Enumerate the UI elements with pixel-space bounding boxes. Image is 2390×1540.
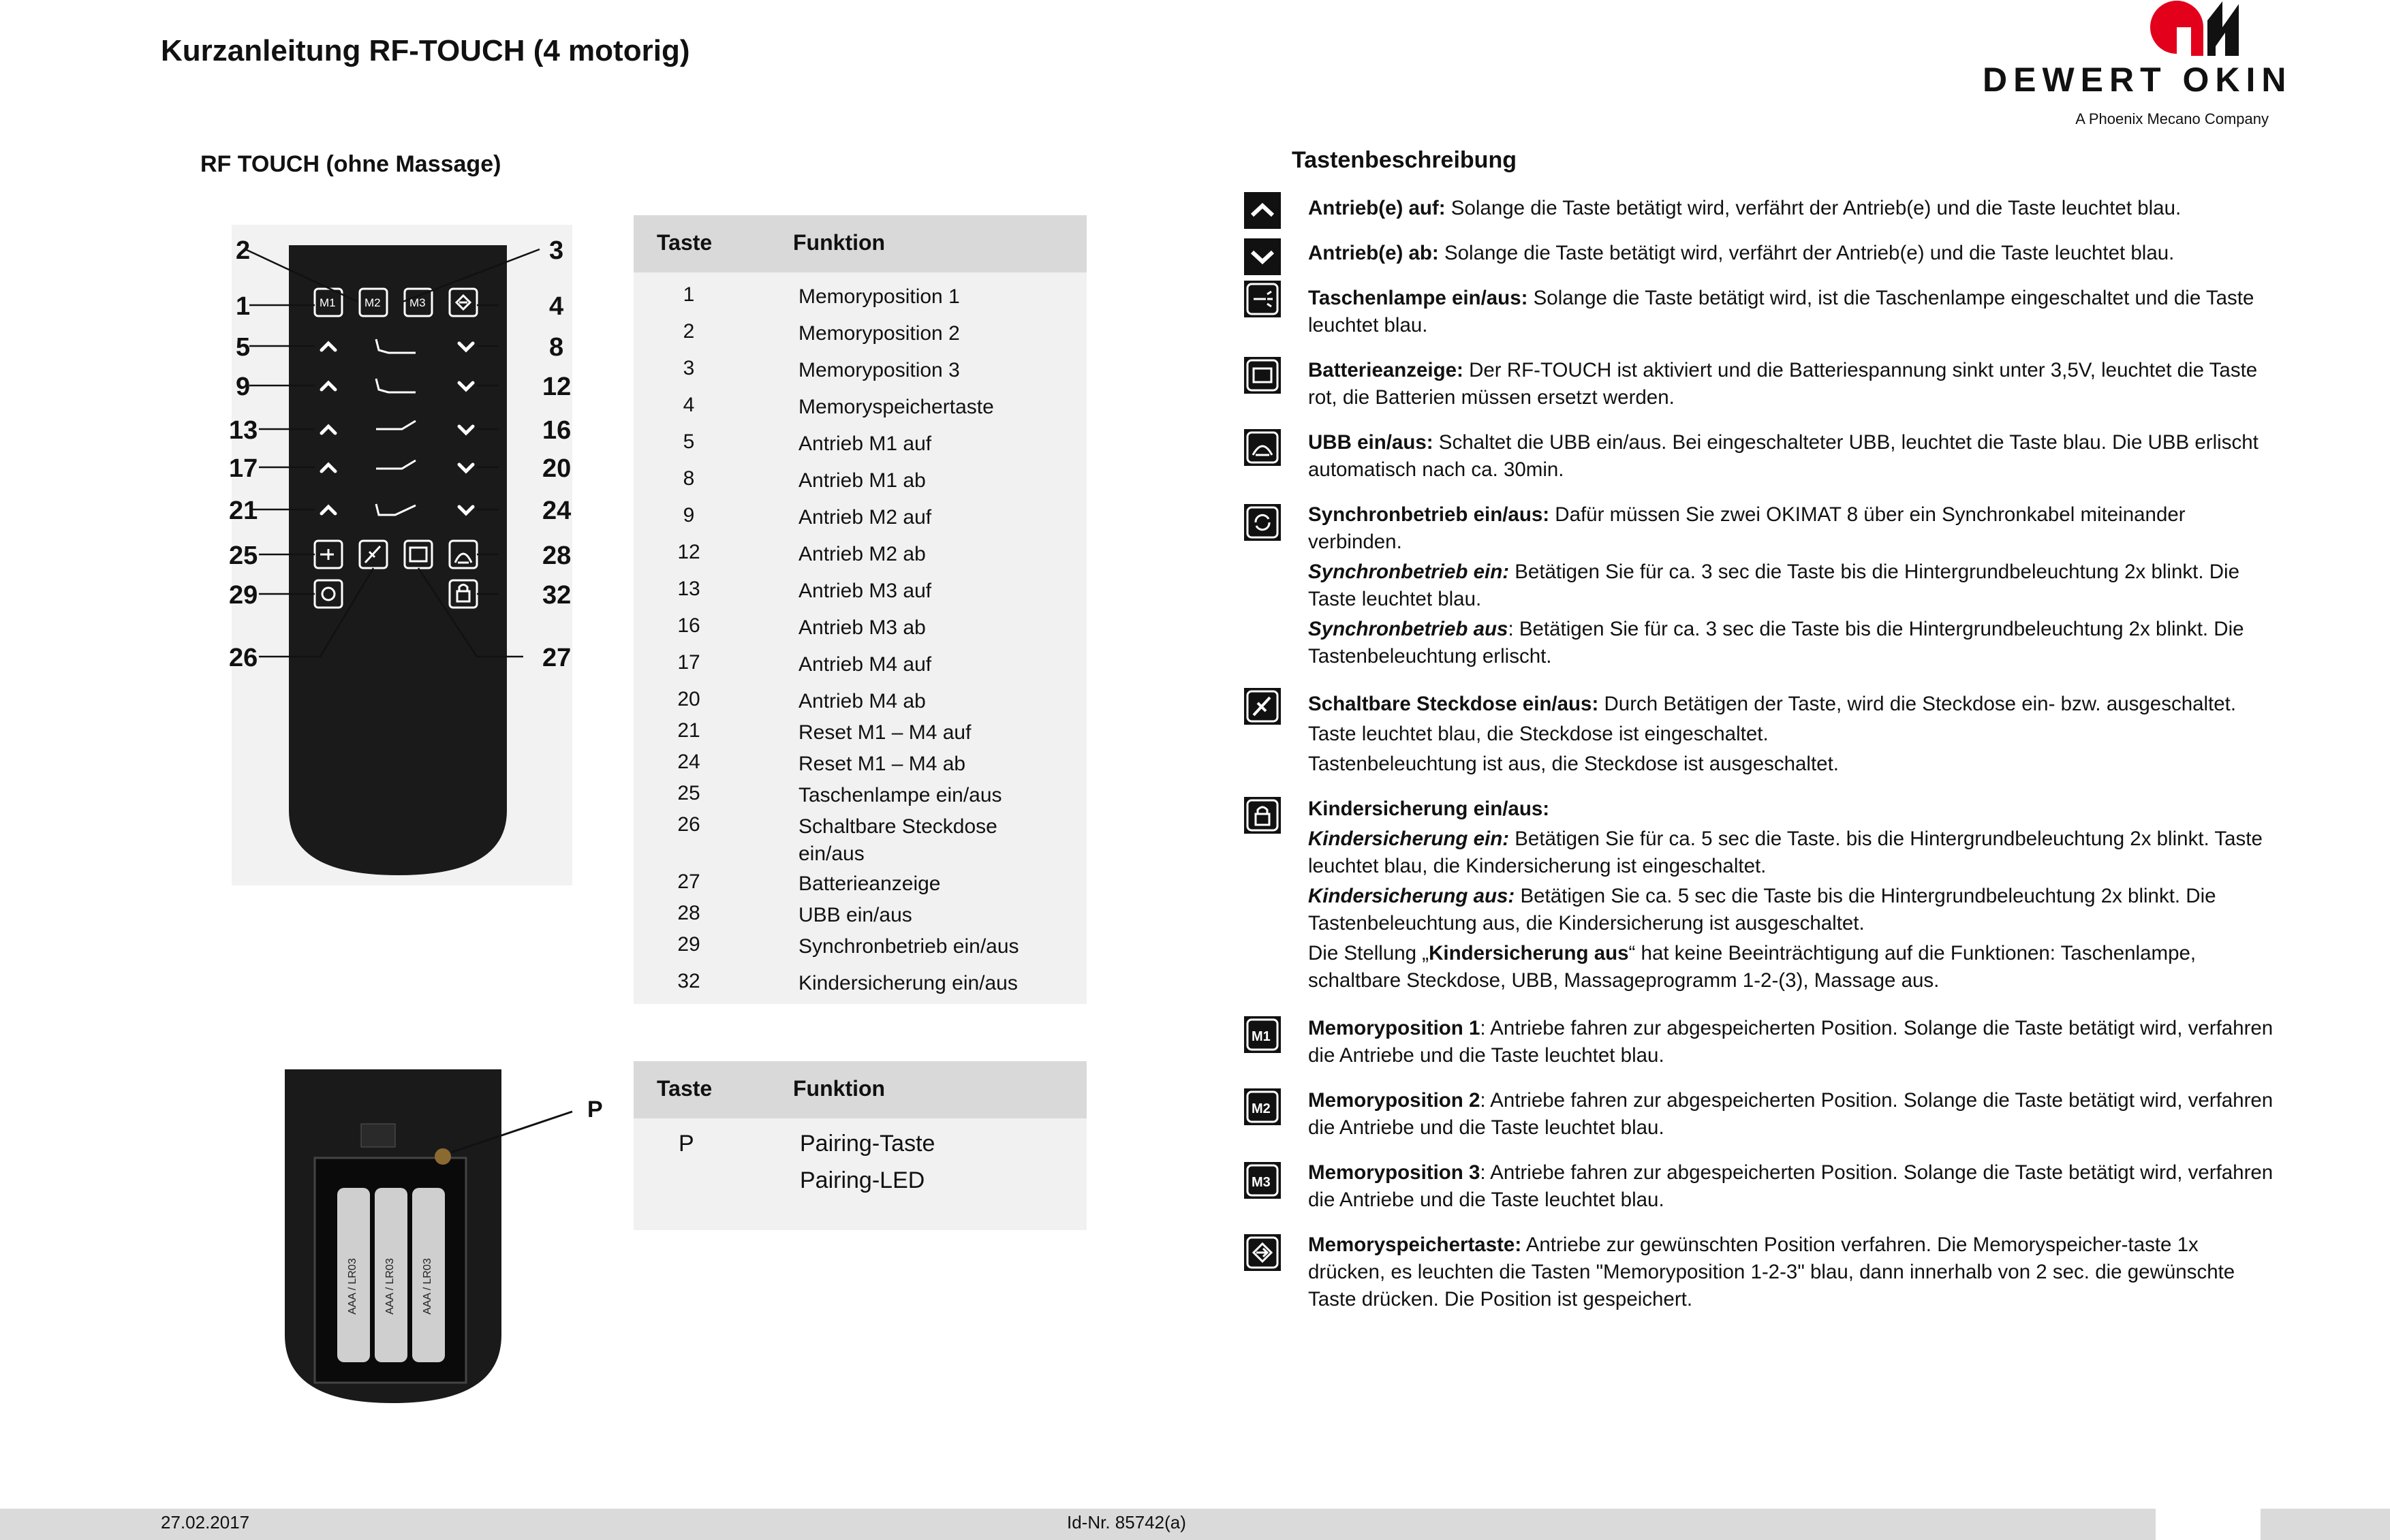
- column-header-key: Taste: [657, 230, 713, 255]
- callout-label: 2: [236, 236, 251, 265]
- callout-label: 25: [229, 541, 258, 570]
- desc-socket: Schaltbare Steckdose ein/aus: Durch Betätigen der Taste, wird die Steckdose ein- bzw. ausgeschaltet. Taste leuchtet blau, die Steckdose ist eingeschaltet. Tastenbeleuchtung ist aus, die Steckdose ist ausgeschaltet.: [1308, 693, 2237, 775]
- svg-text:M3: M3: [1252, 1175, 1271, 1190]
- callout-label: 5: [236, 333, 251, 362]
- memory-save-icon: [1244, 1234, 1281, 1271]
- sync-icon: [1244, 504, 1281, 541]
- callout-label: 29: [229, 581, 258, 610]
- desc-ubb: UBB ein/aus: Schaltet die UBB ein/aus. Bei eingeschalteter UBB, leuchtet die Taste blau. Die UBB erlischt automatisch nach ca. 30min.: [1308, 431, 2259, 481]
- svg-text:M2: M2: [1252, 1101, 1271, 1116]
- desc-drive-up: Antrieb(e) auf: Solange die Taste betätigt wird, verfährt der Antrieb(e) und die Taste leuchtet blau.: [1308, 197, 2182, 219]
- lock-icon: [1244, 797, 1281, 834]
- footer-bar-right: [2261, 1509, 2390, 1540]
- battery-label: AAA / LR03: [422, 1258, 433, 1315]
- table-header: [634, 1061, 1087, 1118]
- logo-tagline: A Phoenix Mecano Company: [2075, 110, 2269, 127]
- desc-flashlight: Taschenlampe ein/aus: Solange die Taste betätigt wird, ist die Taschenlampe eingeschaltet und die Taste leuchtet blau.: [1308, 287, 2254, 336]
- btn-m3-label: M3: [409, 296, 426, 309]
- memory-1-icon: [1244, 1016, 1281, 1053]
- memory-3-icon: [1244, 1162, 1281, 1199]
- callout-label: 17: [229, 454, 258, 483]
- callout-label: 4: [549, 292, 564, 321]
- desc-memory-2: Memoryposition 2: Antriebe fahren zur abgespeicherten Position. Solange die Taste betätigt wird, verfahren die Antriebe und die Taste leuchtet blau.: [1308, 1089, 2273, 1139]
- callout-label: 21: [229, 497, 258, 525]
- battery-label: AAA / LR03: [347, 1258, 358, 1315]
- callout-label: 1: [236, 292, 251, 321]
- socket-icon: [1244, 688, 1281, 725]
- desc-child-lock: Kindersicherung ein/aus: Kindersicherung ein: Betätigen Sie für ca. 5 sec die Taste. bis die Hintergrundbeleuchtung 2x blinkt. Taste leuchtet blau, die Kindersicherung ist eingeschaltet. Kindersicherung aus: Betätigen Sie ca. 5 sec die Taste bis die Hintergrundbeleuchtung 2x blinkt. Die Tastenbeleuchtung aus, die Kindersicherung ist ausgeschaltet. Die Stellung „Kindersicherung aus“ hat keine Beeinträchtigung auf die Funktionen: Taschenlampe, schaltbare Steckdose, UBB, Massageprogramm 1-2-(3), Massage aus.: [1308, 798, 2263, 992]
- column-header-key: Taste: [657, 1076, 713, 1101]
- button-function-table: Taste Funktion 1 Memoryposition 1 2 Memoryposition 2 3 Memoryposition 3 4 Memoryspeichertaste 5 Antrieb M1 auf 8 Antrieb M1 ab 9 Antrieb M2 auf 12 Antrieb M2 ab 13 Antrieb M3 auf 16 Antrieb M3 ab 17 Antrieb M4 auf 20 Antrieb M4 ab 21 Reset M1 – M4 auf 24 Reset M1 – M4 ab 25 Taschenlampe ein/aus 26 Schaltbare Steckdose ein/aus 27 Batterieanzeige 28 UBB ein/aus 29 Synchronbetrieb ein/aus 32 Kindersicherung ein/aus: [634, 215, 1087, 1004]
- callout-label: 16: [542, 416, 572, 445]
- desc-memory-1: Memoryposition 1: Antriebe fahren zur abgespeicherten Position. Solange die Taste betätigt wird, verfahren die Antriebe und die Taste leuchtet blau.: [1308, 1017, 2273, 1067]
- callout-label: 24: [542, 497, 572, 525]
- column-header-function: Funktion: [793, 230, 886, 255]
- desc-sync: Synchronbetrieb ein/aus: Dafür müssen Sie zwei OKIMAT 8 über ein Synchronkabel miteinander verbinden. Synchronbetrieb ein: Betätigen Sie für ca. 3 sec die Taste bis die Hintergrundbeleuchtung 2x blinkt. Die Taste leuchtet blau. Synchronbetrieb aus: Betätigen Sie für ca. 3 sec die Taste bis die Hintergrundbeleuchtung 2x blinkt. Die Tastenbeleuchtung erlischt.: [1308, 503, 2244, 667]
- callout-label: 13: [229, 416, 258, 445]
- underbed-light-icon: [1244, 429, 1281, 466]
- remote-heading: RF TOUCH (ohne Massage): [200, 151, 501, 177]
- battery-indicator-icon: [1244, 357, 1281, 394]
- svg-text:M1: M1: [1252, 1029, 1271, 1044]
- callout-label: 32: [542, 581, 572, 610]
- remote-back-diagram: [279, 1069, 620, 1410]
- desc-memory-3: Memoryposition 3: Antriebe fahren zur abgespeicherten Position. Solange die Taste betätigt wird, verfahren die Antriebe und die Taste leuchtet blau.: [1308, 1161, 2273, 1211]
- callout-label: 8: [549, 333, 564, 362]
- arrow-up-icon: [1244, 192, 1281, 229]
- callout-label: 27: [542, 644, 572, 672]
- memory-2-icon: [1244, 1088, 1281, 1125]
- flashlight-icon: [1244, 281, 1281, 317]
- logo-mark-icon: [1983, 0, 2269, 61]
- callout-label: 26: [229, 644, 258, 672]
- btn-m1-label: M1: [320, 296, 336, 309]
- company-logo: [1983, 0, 2293, 136]
- remote-control-diagram: [218, 225, 586, 885]
- arrow-down-icon: [1244, 238, 1281, 275]
- table-header: [634, 215, 1087, 272]
- footer-document-id: Id-Nr. 85742(a): [1067, 1512, 1186, 1533]
- footer-date: 27.02.2017: [161, 1512, 250, 1533]
- battery-label: AAA / LR03: [384, 1258, 396, 1315]
- document-title: Kurzanleitung RF-TOUCH (4 motorig): [161, 34, 690, 67]
- pairing-table: [634, 1061, 1087, 1230]
- desc-battery: Batterieanzeige: Der RF-TOUCH ist aktiviert und die Batteriespannung sinkt unter 3,5V, leuchtet die Taste rot, die Batterien müssen ersetzt werden.: [1308, 359, 2258, 409]
- logo-name: DEWERT OKIN: [1983, 61, 2293, 99]
- desc-memory-save: Memoryspeichertaste: Antriebe zur gewünschten Position verfahren. Die Memoryspeicher-taste 1x drücken, es leuchten die Tasten "Memoryposition 1-2-3" blau, dann innerhalb von 2 sec. die gewünschte Taste drücken. Die Position ist gespeichert.: [1308, 1233, 2235, 1310]
- button-description-heading: Tastenbeschreibung: [1292, 147, 1517, 173]
- column-header-function: Funktion: [793, 1076, 886, 1101]
- btn-m2-label: M2: [364, 296, 381, 309]
- desc-drive-down: Antrieb(e) ab: Solange die Taste betätigt wird, verfährt der Antrieb(e) und die Taste leuchtet blau.: [1308, 242, 2175, 264]
- pairing-key: P: [679, 1131, 694, 1157]
- callout-label: 28: [542, 541, 572, 570]
- pairing-button-label: Pairing-Taste: [800, 1131, 935, 1157]
- callout-label: 9: [236, 373, 251, 401]
- callout-label: 12: [542, 373, 572, 401]
- callout-label: 20: [542, 454, 572, 483]
- pairing-callout: P: [587, 1097, 603, 1122]
- pairing-led-label: Pairing-LED: [800, 1167, 925, 1193]
- callout-label: 3: [549, 236, 564, 265]
